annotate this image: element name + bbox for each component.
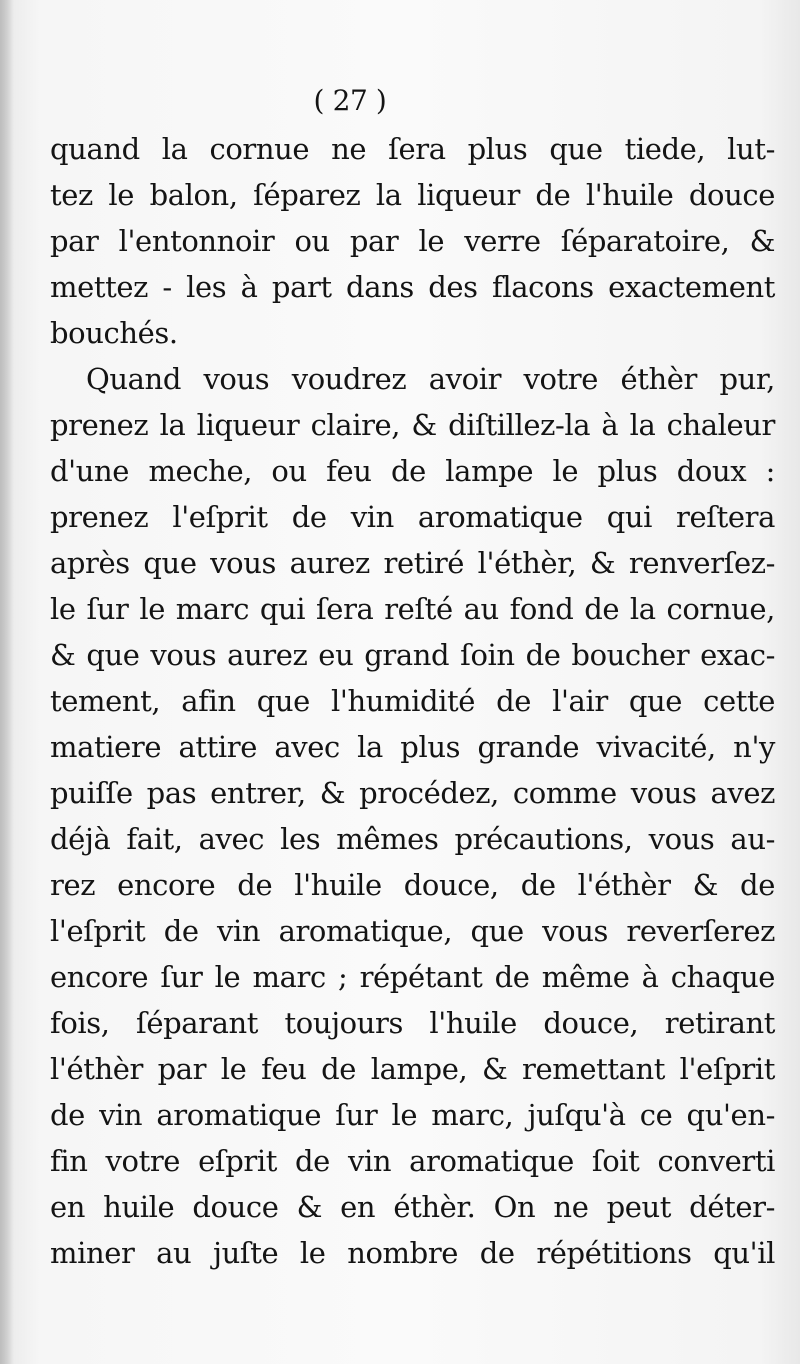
text-line-1: quand la cornue ne ſera plus que tiede, lut- (50, 132, 775, 166)
text-line-25: miner au juſte le nombre de répétitions qu'il (50, 1236, 775, 1270)
text-line-24: en huile douce & en éthèr. On ne peut déter- (50, 1190, 775, 1224)
text-line-7: prenez la liqueur claire, & diſtillez-la à la chaleur (50, 408, 775, 442)
text-line-20: fois, ſéparant toujours l'huile douce, retirant (50, 1006, 775, 1040)
text-line-11: le ſur le marc qui ſera reſté au fond de la cornue, (50, 592, 775, 626)
text-line-3: par l'entonnoir ou par le verre ſéparatoire, & (50, 224, 775, 258)
text-line-15: puiſſe pas entrer, & procédez, comme vous avez (50, 776, 775, 810)
text-line-10: après que vous aurez retiré l'éthèr, & renverſez- (50, 546, 775, 580)
text-line-23: fin votre eſprit de vin aromatique ſoit converti (50, 1144, 775, 1178)
text-line-2: tez le balon, ſéparez la liqueur de l'huile douce (50, 178, 775, 212)
text-line-5: bouchés. (50, 316, 178, 350)
text-line-22: de vin aromatique ſur le marc, juſqu'à ce qu'en- (50, 1098, 775, 1132)
text-line-19: encore ſur le marc ; répétant de même à chaque (50, 960, 775, 994)
text-line-17: rez encore de l'huile douce, de l'éthèr & de (50, 868, 775, 902)
text-line-6: Quand vous voudrez avoir votre éthèr pur, (86, 362, 775, 396)
page-number: ( 27 ) (313, 84, 387, 117)
text-line-9: prenez l'eſprit de vin aromatique qui reſtera (50, 500, 775, 534)
text-line-14: matiere attire avec la plus grande vivacité, n'y (50, 730, 775, 764)
text-line-16: déjà fait, avec les mêmes précautions, vous au- (50, 822, 775, 856)
page-gutter-shadow (0, 0, 14, 1364)
text-line-18: l'eſprit de vin aromatique, que vous reverſerez (50, 914, 775, 948)
text-line-21: l'éthèr par le feu de lampe, & remettant l'eſprit (50, 1052, 775, 1086)
text-line-12: & que vous aurez eu grand ſoin de boucher exac- (50, 638, 775, 672)
text-line-8: d'une meche, ou feu de lampe le plus doux : (50, 454, 775, 488)
text-line-13: tement, afin que l'humidité de l'air que cette (50, 684, 775, 718)
text-line-4: mettez - les à part dans des flacons exactement (50, 270, 775, 304)
